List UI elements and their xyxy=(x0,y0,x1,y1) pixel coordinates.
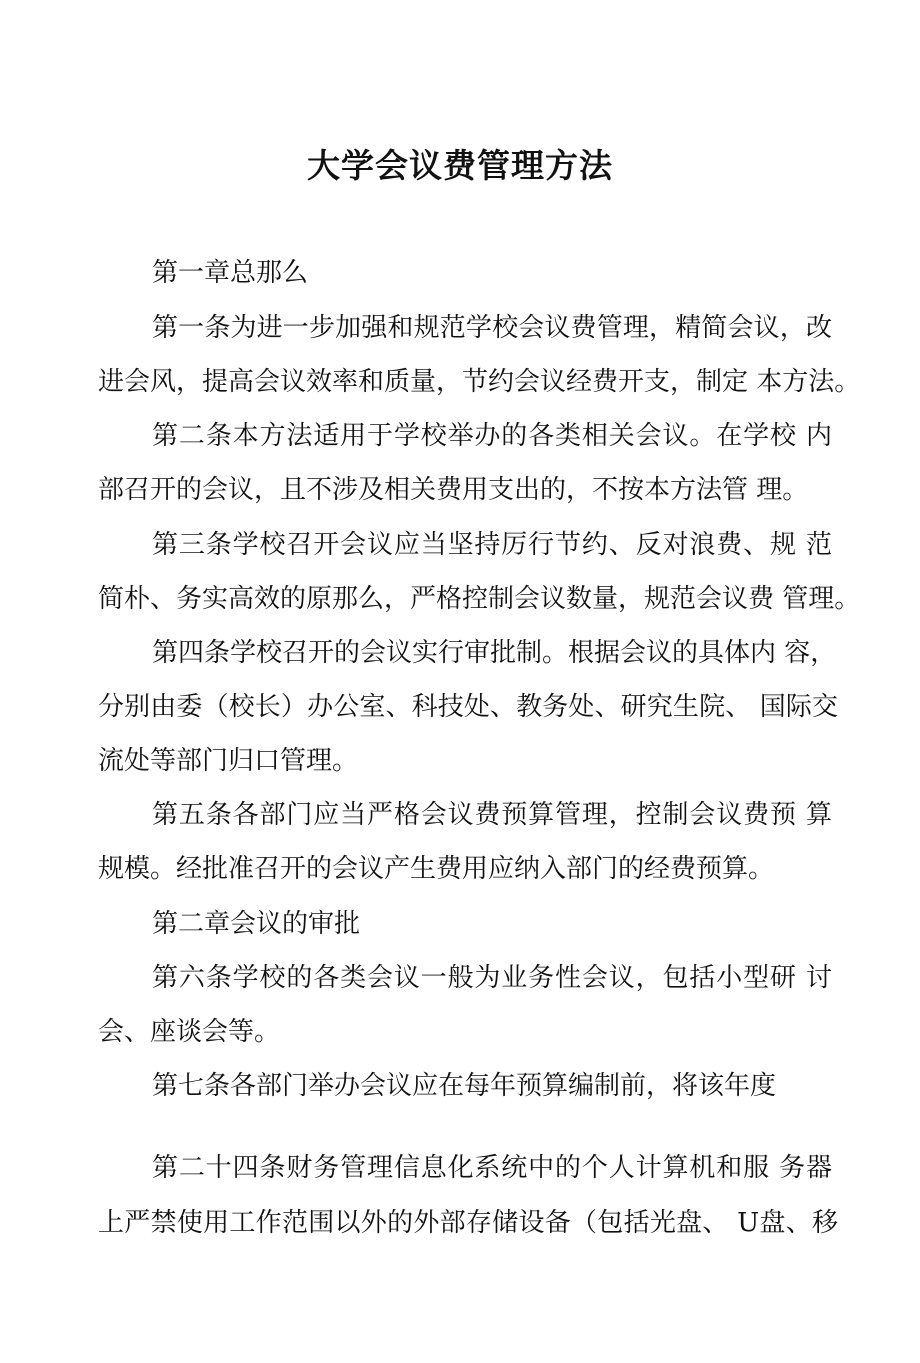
paragraph-line: 第七条各部门举办会议应在每年预算编制前，将该年度 xyxy=(152,1071,777,1101)
paragraph-line: 流处等部门归口管理。 xyxy=(98,746,359,776)
paragraph-line: 第五条各部门应当严格会议费预算管理，控制会议费预 算 xyxy=(152,800,832,830)
paragraph-line: 分别由委（校长）办公室、科技处、教务处、研究生院、 国际交 xyxy=(98,692,838,722)
chapter-heading: 第一章总那么 xyxy=(152,258,309,288)
paragraph-line: 规模。经批准召开的会议产生费用应纳入部门的经费预算。 xyxy=(98,854,775,884)
chapter-heading: 第二章会议的审批 xyxy=(152,909,361,939)
paragraph-line: 第二十四条财务管理信息化系统中的个人计算机和服 务器 xyxy=(152,1153,832,1183)
paragraph-line: 第六条学校的各类会议一般为业务性会议，包括小型研 讨 xyxy=(152,963,832,993)
paragraph-line: 部召开的会议，且不涉及相关费用支出的，不按本方法管 理。 xyxy=(98,475,809,505)
paragraph-line: 第一条为进一步加强和规范学校会议费管理，精简会议，改 xyxy=(152,313,832,343)
paragraph-line: 简朴、务实高效的原那么，严格控制会议数量，规范会议费 管理。 xyxy=(98,584,861,614)
paragraph-line: 进会风，提高会议效率和质量，节约会议经费开支，制定 本方法。 xyxy=(98,367,861,397)
paragraph-line: 第二条本方法适用于学校举办的各类相关会议。在学校 内 xyxy=(152,421,832,451)
paragraph-line: 上严禁使用工作范围以外的外部存储设备（包括光盘、 U盘、移 xyxy=(98,1208,838,1238)
document-title: 大学会议费管理方法 xyxy=(307,146,613,185)
paragraph-line: 会、座谈会等。 xyxy=(98,1017,281,1047)
paragraph-line: 第四条学校召开的会议实行审批制。根据会议的具体内 容， xyxy=(152,638,837,668)
paragraph-line: 第三条学校召开会议应当坚持厉行节约、反对浪费、规 范 xyxy=(152,530,832,560)
